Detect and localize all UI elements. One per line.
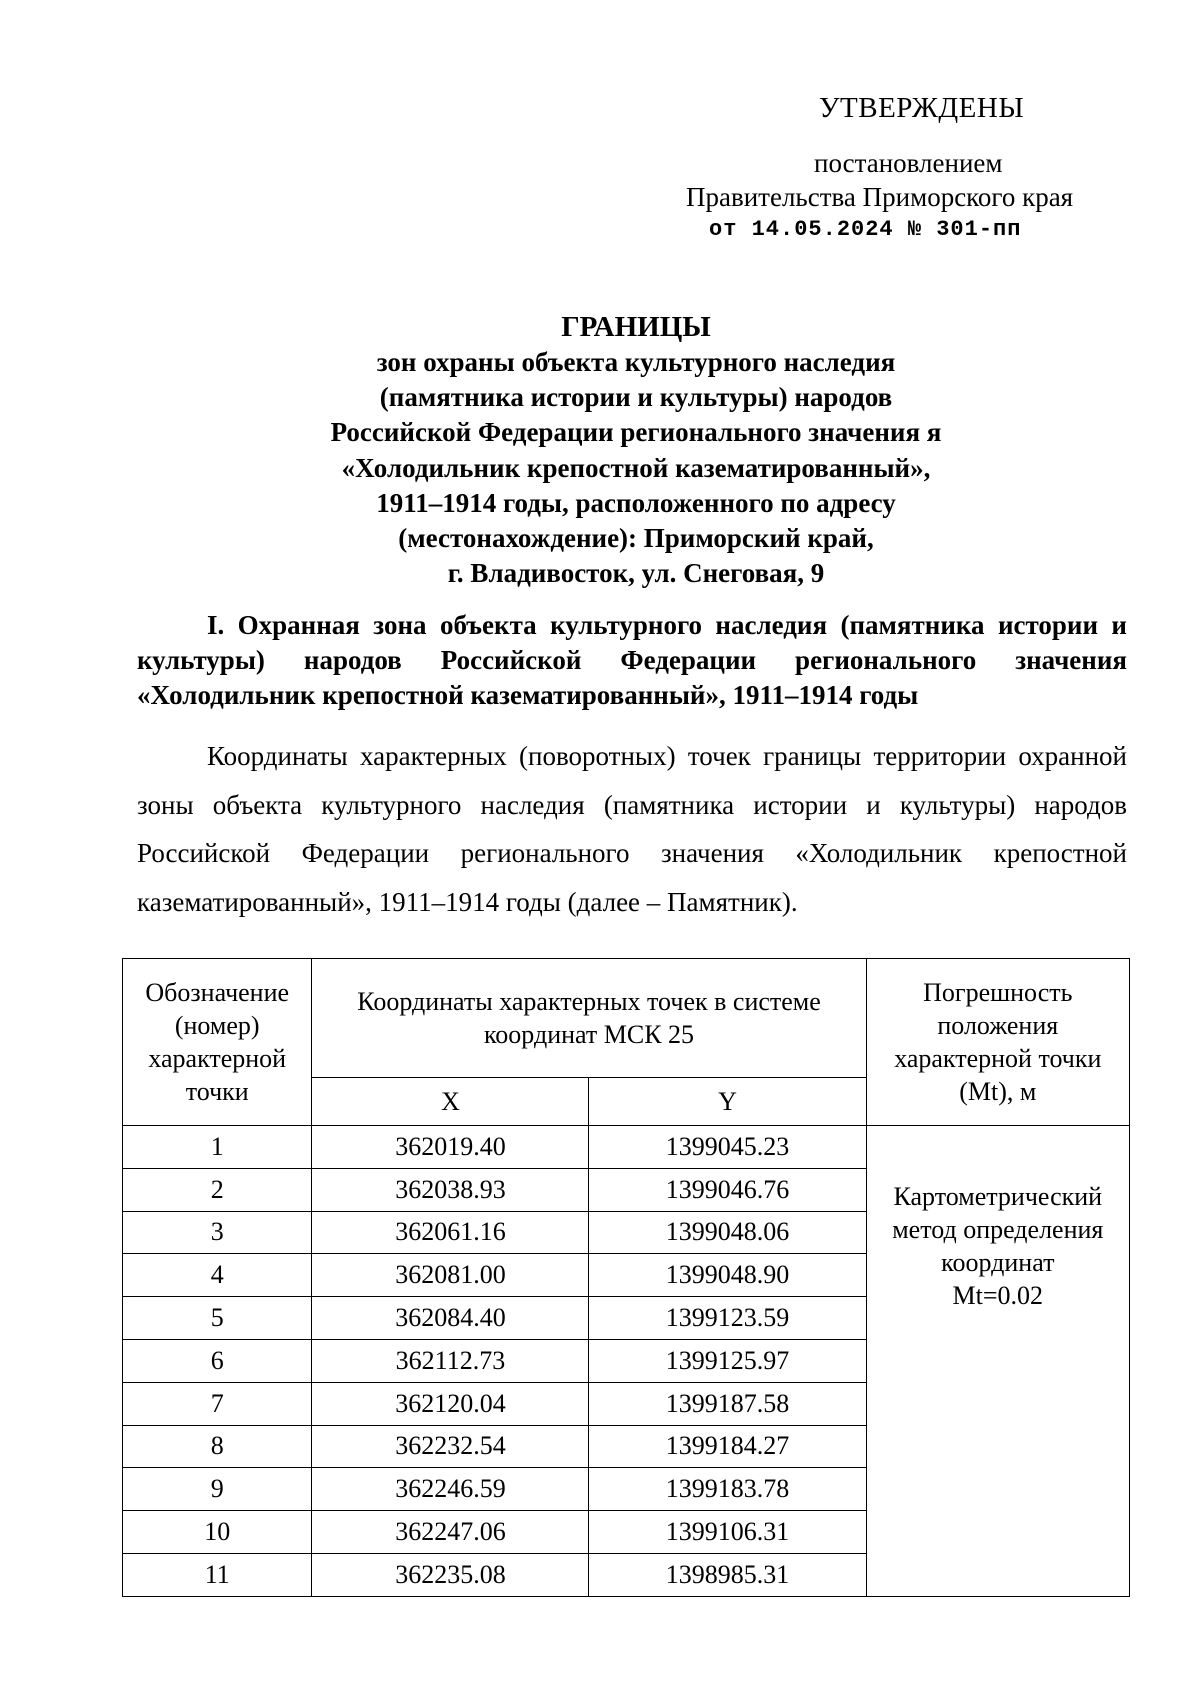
header-point-line: характерной [148, 1044, 287, 1073]
section-heading: I. Охранная зона объекта культурного наследия (памятника истории и культуры) народов Российской Федерации регионального значения «Холодильник крепостной казематированный», 1911–1914 годы [137, 610, 1127, 710]
header-error-line: (Mt), м [959, 1077, 1037, 1106]
cell-x: 362038.93 [312, 1168, 589, 1211]
cell-x: 362247.06 [312, 1511, 589, 1554]
cell-point: 4 [123, 1254, 312, 1297]
section-paragraph: Координаты характерных (поворотных) точек границы территории охранной зоны объекта культурного наследия (памятника истории и культуры) народов Российской Федерации регионального значения «Холодильник крепостной казематированный», 1911–1914 годы (далее – Памятник). [137, 741, 1127, 917]
method-line: метод определения [892, 1214, 1104, 1244]
cell-method [866, 1126, 1129, 1597]
cell-x: 362019.40 [312, 1126, 589, 1169]
cell-x: 362061.16 [312, 1211, 589, 1254]
cell-point: 9 [123, 1468, 312, 1511]
cell-point: 7 [123, 1382, 312, 1425]
cell-y: 1399106.31 [589, 1511, 866, 1554]
cell-point: 11 [123, 1553, 312, 1596]
document-title-line: г. Владивосток, ул. Снеговая, 9 [447, 558, 825, 589]
approval-date-number: от 14.05.2024 № 301-пп [709, 217, 1022, 242]
header-y: Y [589, 1078, 866, 1126]
document-title-line: (памятника истории и культуры) народов [379, 382, 893, 413]
cell-y: 1399125.97 [589, 1339, 866, 1382]
header-coordinates [312, 959, 866, 1078]
cell-x: 362235.08 [312, 1553, 589, 1596]
document-title-line: Российской Федерации регионального значения я [330, 417, 942, 448]
cell-x: 362081.00 [312, 1254, 589, 1297]
cell-y: 1399183.78 [589, 1468, 866, 1511]
cell-y: 1399046.76 [589, 1168, 866, 1211]
header-error-line: Погрешность [923, 978, 1073, 1007]
document-title-line: 1911–1914 годы, расположенного по адресу [376, 487, 896, 518]
cell-y: 1399123.59 [589, 1297, 866, 1340]
method-line: координат [941, 1247, 1055, 1277]
cell-y: 1399184.27 [589, 1425, 866, 1468]
document-title-line: зон охраны объекта культурного наследия [376, 347, 896, 377]
header-error [866, 959, 1129, 1126]
approval-resolution: постановлением [814, 148, 1003, 178]
document-title [120, 309, 1152, 591]
header-coordinates-line: Координаты характерных точек в системе [357, 987, 821, 1016]
cell-y: 1399048.06 [589, 1211, 866, 1254]
header-error-line: характерной точки [894, 1044, 1102, 1073]
coordinates-table [122, 958, 1130, 1597]
header-point-line: точки [185, 1077, 249, 1106]
approval-title: УТВЕРЖДЕНЫ [819, 92, 1025, 124]
cell-x: 362120.04 [312, 1382, 589, 1425]
cell-y: 1399187.58 [589, 1382, 866, 1425]
cell-y: 1399048.90 [589, 1254, 866, 1297]
cell-point: 6 [123, 1339, 312, 1382]
document-title-line: (местонахождение): Приморский край, [398, 523, 874, 554]
cell-y: 1398985.31 [589, 1553, 866, 1596]
cell-point: 10 [123, 1511, 312, 1554]
document-title-main: ГРАНИЦЫ [561, 311, 711, 343]
header-point-line: (номер) [174, 1011, 260, 1040]
table-header-row [123, 959, 1130, 1078]
header-error-line: положения [937, 1011, 1059, 1040]
method-line: Mt=0.02 [952, 1280, 1044, 1310]
cell-x: 362112.73 [312, 1339, 589, 1382]
approval-government: Правительства Приморского края [686, 182, 1074, 212]
method-line: Картометрический [893, 1181, 1103, 1211]
cell-point: 8 [123, 1425, 312, 1468]
cell-point: 5 [123, 1297, 312, 1340]
header-point-number [123, 959, 312, 1126]
cell-x: 362232.54 [312, 1425, 589, 1468]
header-point-line: Обозначение [145, 978, 290, 1007]
cell-point: 2 [123, 1168, 312, 1211]
cell-x: 362084.40 [312, 1297, 589, 1340]
header-coordinates-line: координат МСК 25 [484, 1020, 695, 1049]
document-title-line: «Холодильник крепостной казематированный», [341, 452, 931, 483]
header-x: X [312, 1078, 589, 1126]
table-row [123, 1126, 1130, 1169]
cell-point: 1 [123, 1126, 312, 1169]
cell-point: 3 [123, 1211, 312, 1254]
cell-y: 1399045.23 [589, 1126, 866, 1169]
method-spacer [867, 1312, 1129, 1542]
cell-x: 362246.59 [312, 1468, 589, 1511]
